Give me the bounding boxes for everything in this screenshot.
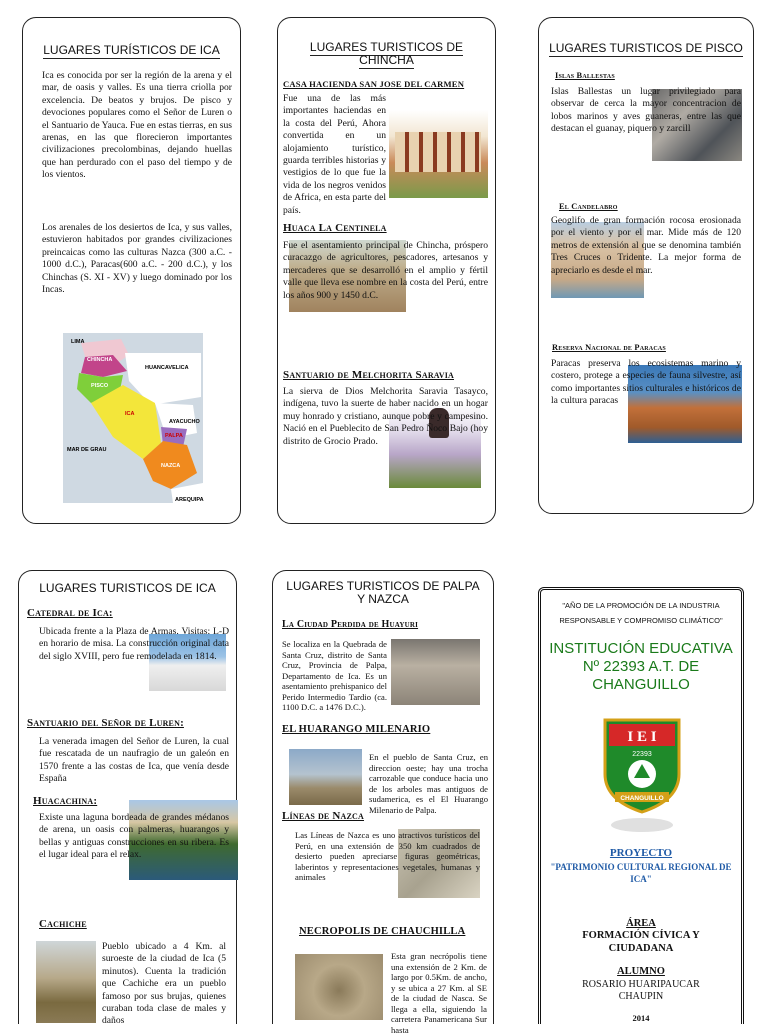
map-label-huancavelica: HUANCAVELICA bbox=[145, 365, 189, 371]
map-label-lima: LIMA bbox=[71, 339, 85, 345]
section-title-catedral: Catedral de Ica: bbox=[27, 607, 113, 619]
candelabro-text: Geoglifo de gran formación rocosa erosionada por el viento y por el mar. Mide más de 120 metros de extensión al que se denomina también Tres Cruces o Tridente. La mejor forma de apreciarlo es desde el mar. bbox=[551, 215, 741, 276]
student-label: ALUMNO bbox=[617, 966, 665, 977]
map-label-nazca: NAZCA bbox=[161, 463, 181, 469]
huayuri-text: Se localiza en la Quebrada de Santa Cruz, distrito de Santa Cruz, Provincia de Palpa, Departamento de Ica. Es un asentamiento prehispanico del Perido Intermedio Tardio (ca. 1100 D.C. a 1476 D.C.). bbox=[282, 639, 387, 712]
intro-paragraph: Ica es conocida por ser la región de la arena y el mar, de oasis y valles. Es una tierra criolla por excelencia. De beatos y brujos. De pisco y devociones populares como el Señor de Luren o el Santuario de Yauca. Fue en estas tierras, en sus arenas, en las que florecieron importantes civilizaciones precolombinas, dejando huellas que han perdurado con el paso del tiempo y de los vientos. bbox=[42, 70, 232, 181]
chauchilla-text: Esta gran necrópolis tiene una extensión de 2 Km. de largo por 0.5Km. de ancho, y se ubica a 27 Km. al SE de la ciudad de Nasca. Se llega a ella, siguiendo la carretera Panamericana Sur hasta bbox=[391, 951, 487, 1035]
panel-ica-intro bbox=[22, 17, 241, 524]
map-label-palpa: PALPA bbox=[165, 433, 183, 439]
cachiche-photo bbox=[36, 941, 96, 1023]
huaca-centinela-text: Fue el asentamiento principal de Chincha, próspero curacazgo de agricultores, pescadores, artesanos y mercaderes que se desarrolló en el amplio y fértil valle que lleva ese nombre en la costa del Perú, entre los años 900 y 1450 d.C. bbox=[283, 240, 488, 301]
year-motto: "AÑO DE LA PROMOCIÓN DE LA INDUSTRIA RESPONSABLE Y COMPROMISO CLIMÁTICO" bbox=[559, 601, 723, 625]
area-label: ÁREA bbox=[626, 918, 656, 929]
casa-hacienda-text: Fue una de las más importantes haciendas en la costa del Perú, Ahora convertida en un alojamiento turístico, guarda terribles historias y vestigios de lo que fue la vida de los negros venidos de Africa, en esta parte del país. bbox=[283, 93, 386, 216]
section-title-candelabro: El Candelabro bbox=[559, 202, 618, 211]
panel-title: LUGARES TURISTICOS DE PISCO bbox=[549, 41, 743, 55]
casa-hacienda-photo bbox=[389, 110, 488, 198]
panel-title: LUGARES TURISTICOS DE ICA bbox=[39, 581, 216, 595]
student-name: ROSARIO HUARIPAUCAR CHAUPIN bbox=[582, 979, 700, 1002]
section-title-islas-ballestas: Islas Ballestas bbox=[555, 71, 615, 80]
map-label-pisco: PISCO bbox=[91, 383, 109, 389]
cachiche-text: Pueblo ubicado a 4 Km. al suroeste de la ciudad de Ica (5 minutos). Cuenta la tradición que Cachiche era un pueblo famoso por sus brujas, quienes curaban toda clase de males y daños bbox=[102, 941, 226, 1027]
emblem-name: CHANGUILLO bbox=[620, 795, 664, 802]
section-title-casa-hacienda: CASA HACIENDA SAN JOSE DEL CARMEN bbox=[283, 79, 465, 89]
panel-title: LUGARES TURISTICOS DE CHINCHA bbox=[309, 40, 464, 67]
reserva-paracas-text: Paracas preserva los ecosistemas marino y costero, protege a especies de fauna silvestre, así como importantes sitios culturales e históricos de la cultura paracas bbox=[551, 358, 741, 407]
section-title-huayuri: La Ciudad Perdida de Huayuri bbox=[282, 619, 419, 630]
area-value: FORMACIÓN CÍVICA Y CIUDADANA bbox=[582, 930, 700, 954]
panel-title: LUGARES TURISTICOS DE PALPA Y NAZCA bbox=[286, 579, 480, 606]
project-label: PROYECTO bbox=[609, 847, 673, 859]
school-emblem bbox=[601, 716, 683, 814]
chauchilla-photo bbox=[295, 954, 383, 1020]
school-name: INSTITUCIÓN EDUCATIVA Nº 22393 A.T. DE CHANGUILLO bbox=[549, 640, 733, 693]
section-title-senor-de-luren: Santuario del Señor de Luren: bbox=[27, 717, 184, 729]
emblem-shield-icon bbox=[601, 716, 683, 814]
panel-chincha bbox=[277, 17, 496, 524]
section-title-reserva-paracas: Reserva Nacional de Paracas bbox=[552, 343, 666, 352]
senor-de-luren-text: La venerada imagen del Señor de Luren, la cual fue rescatada de un naufragio de un galeón en 1570 frente a las costas de Ica, que venía desde España bbox=[39, 736, 229, 785]
islas-ballestas-text: Islas Ballestas un lugar privilegiado para observar de cerca la mayor concentracion de lobos marinos y aves guaneras, entre las que destacan el guanay, piquero y zarcill bbox=[551, 86, 741, 135]
ica-region-map bbox=[63, 333, 203, 503]
map-label-mar-de-grau: MAR DE GRAU bbox=[67, 447, 107, 453]
panel-title: LUGARES TURÍSTICOS DE ICA bbox=[43, 43, 220, 57]
ica-map-graphic bbox=[63, 333, 203, 503]
map-label-ica: ICA bbox=[125, 411, 135, 417]
section-title-cachiche: Cachiche bbox=[39, 918, 87, 930]
map-label-ayacucho: AYACUCHO bbox=[169, 419, 200, 425]
section-title-huarango: EL HUARANGO MILENARIO bbox=[282, 724, 431, 735]
map-label-arequipa: AREQUIPA bbox=[175, 497, 204, 503]
panel-ica-places bbox=[18, 570, 237, 1027]
huacachina-text: Existe una laguna bordeada de grandes médanos de arena, un oasis con palmeras, huarangos y bellas y antiguas construcciones en su ribera. Es el lugar ideal para el relax. bbox=[39, 812, 229, 861]
section-title-lineas-nazca: Líneas de Nazca bbox=[282, 810, 365, 822]
section-title-melchorita: Santuario de Melchorita Saravia bbox=[283, 369, 455, 381]
history-paragraph: Los arenales de los desiertos de Ica, y sus valles, estuvieron habitados por grandes civilizaciones preincaicas como las culturas Nazca (300 a.C. - 1000 d.C.), Paracas(600 a.C. - 200 d.C.), y los Chinchas (S. XI - XV) y luego dominado por los Incas. bbox=[42, 222, 232, 296]
melchorita-text: La sierva de Dios Melchorita Saravia Tasayco, indígena, tuvo la suerte de haber nacido en un hogar muy honrado y cristiano, aunque pobre y campesino. Nació en el Pueblecito de San Pedro Ñoco Bajo (hoy distrito de Grocio Prado. bbox=[283, 386, 488, 447]
panel-cover bbox=[538, 587, 744, 1024]
section-title-huacachina: Huacachina: bbox=[33, 795, 98, 807]
panel-palpa-nazca bbox=[272, 570, 494, 1035]
catedral-text: Ubicada frente a la Plaza de Armas. Visitas: L-D en horario de misa. La construcción original data del siglo XVIII, pero fue remodelada en 1814. bbox=[39, 626, 229, 662]
lineas-nazca-text: Las Líneas de Nazca es uno atractivos turísticos del Perú, en una extensión de 350 km cuadrados de desierto pueden apreciarse figuras geométricas, laberintos y representaciones vegetales, humanas y animales bbox=[295, 830, 480, 882]
emblem-letters: I E I bbox=[627, 729, 657, 745]
emblem-base bbox=[611, 818, 673, 832]
map-label-chincha: CHINCHA bbox=[87, 357, 113, 363]
section-title-huaca-centinela: Huaca La Centinela bbox=[283, 222, 387, 234]
section-title-chauchilla: NECROPOLIS DE CHAUCHILLA bbox=[299, 926, 466, 937]
emblem-number: 22393 bbox=[632, 751, 652, 758]
huayuri-photo bbox=[391, 639, 480, 705]
project-name: "PATRIMONIO CULTURAL REGIONAL DE ICA" bbox=[550, 862, 732, 884]
panel-pisco bbox=[538, 17, 754, 514]
huarango-photo bbox=[289, 749, 362, 805]
huarango-text: En el pueblo de Santa Cruz, en direccion oeste; hay una trocha carrozable que conduce hacia uno de los arboles mas antiguos de sudamerica, es el El Huarango Milenario de Palpa. bbox=[369, 752, 488, 815]
year: 2014 bbox=[632, 1013, 650, 1023]
